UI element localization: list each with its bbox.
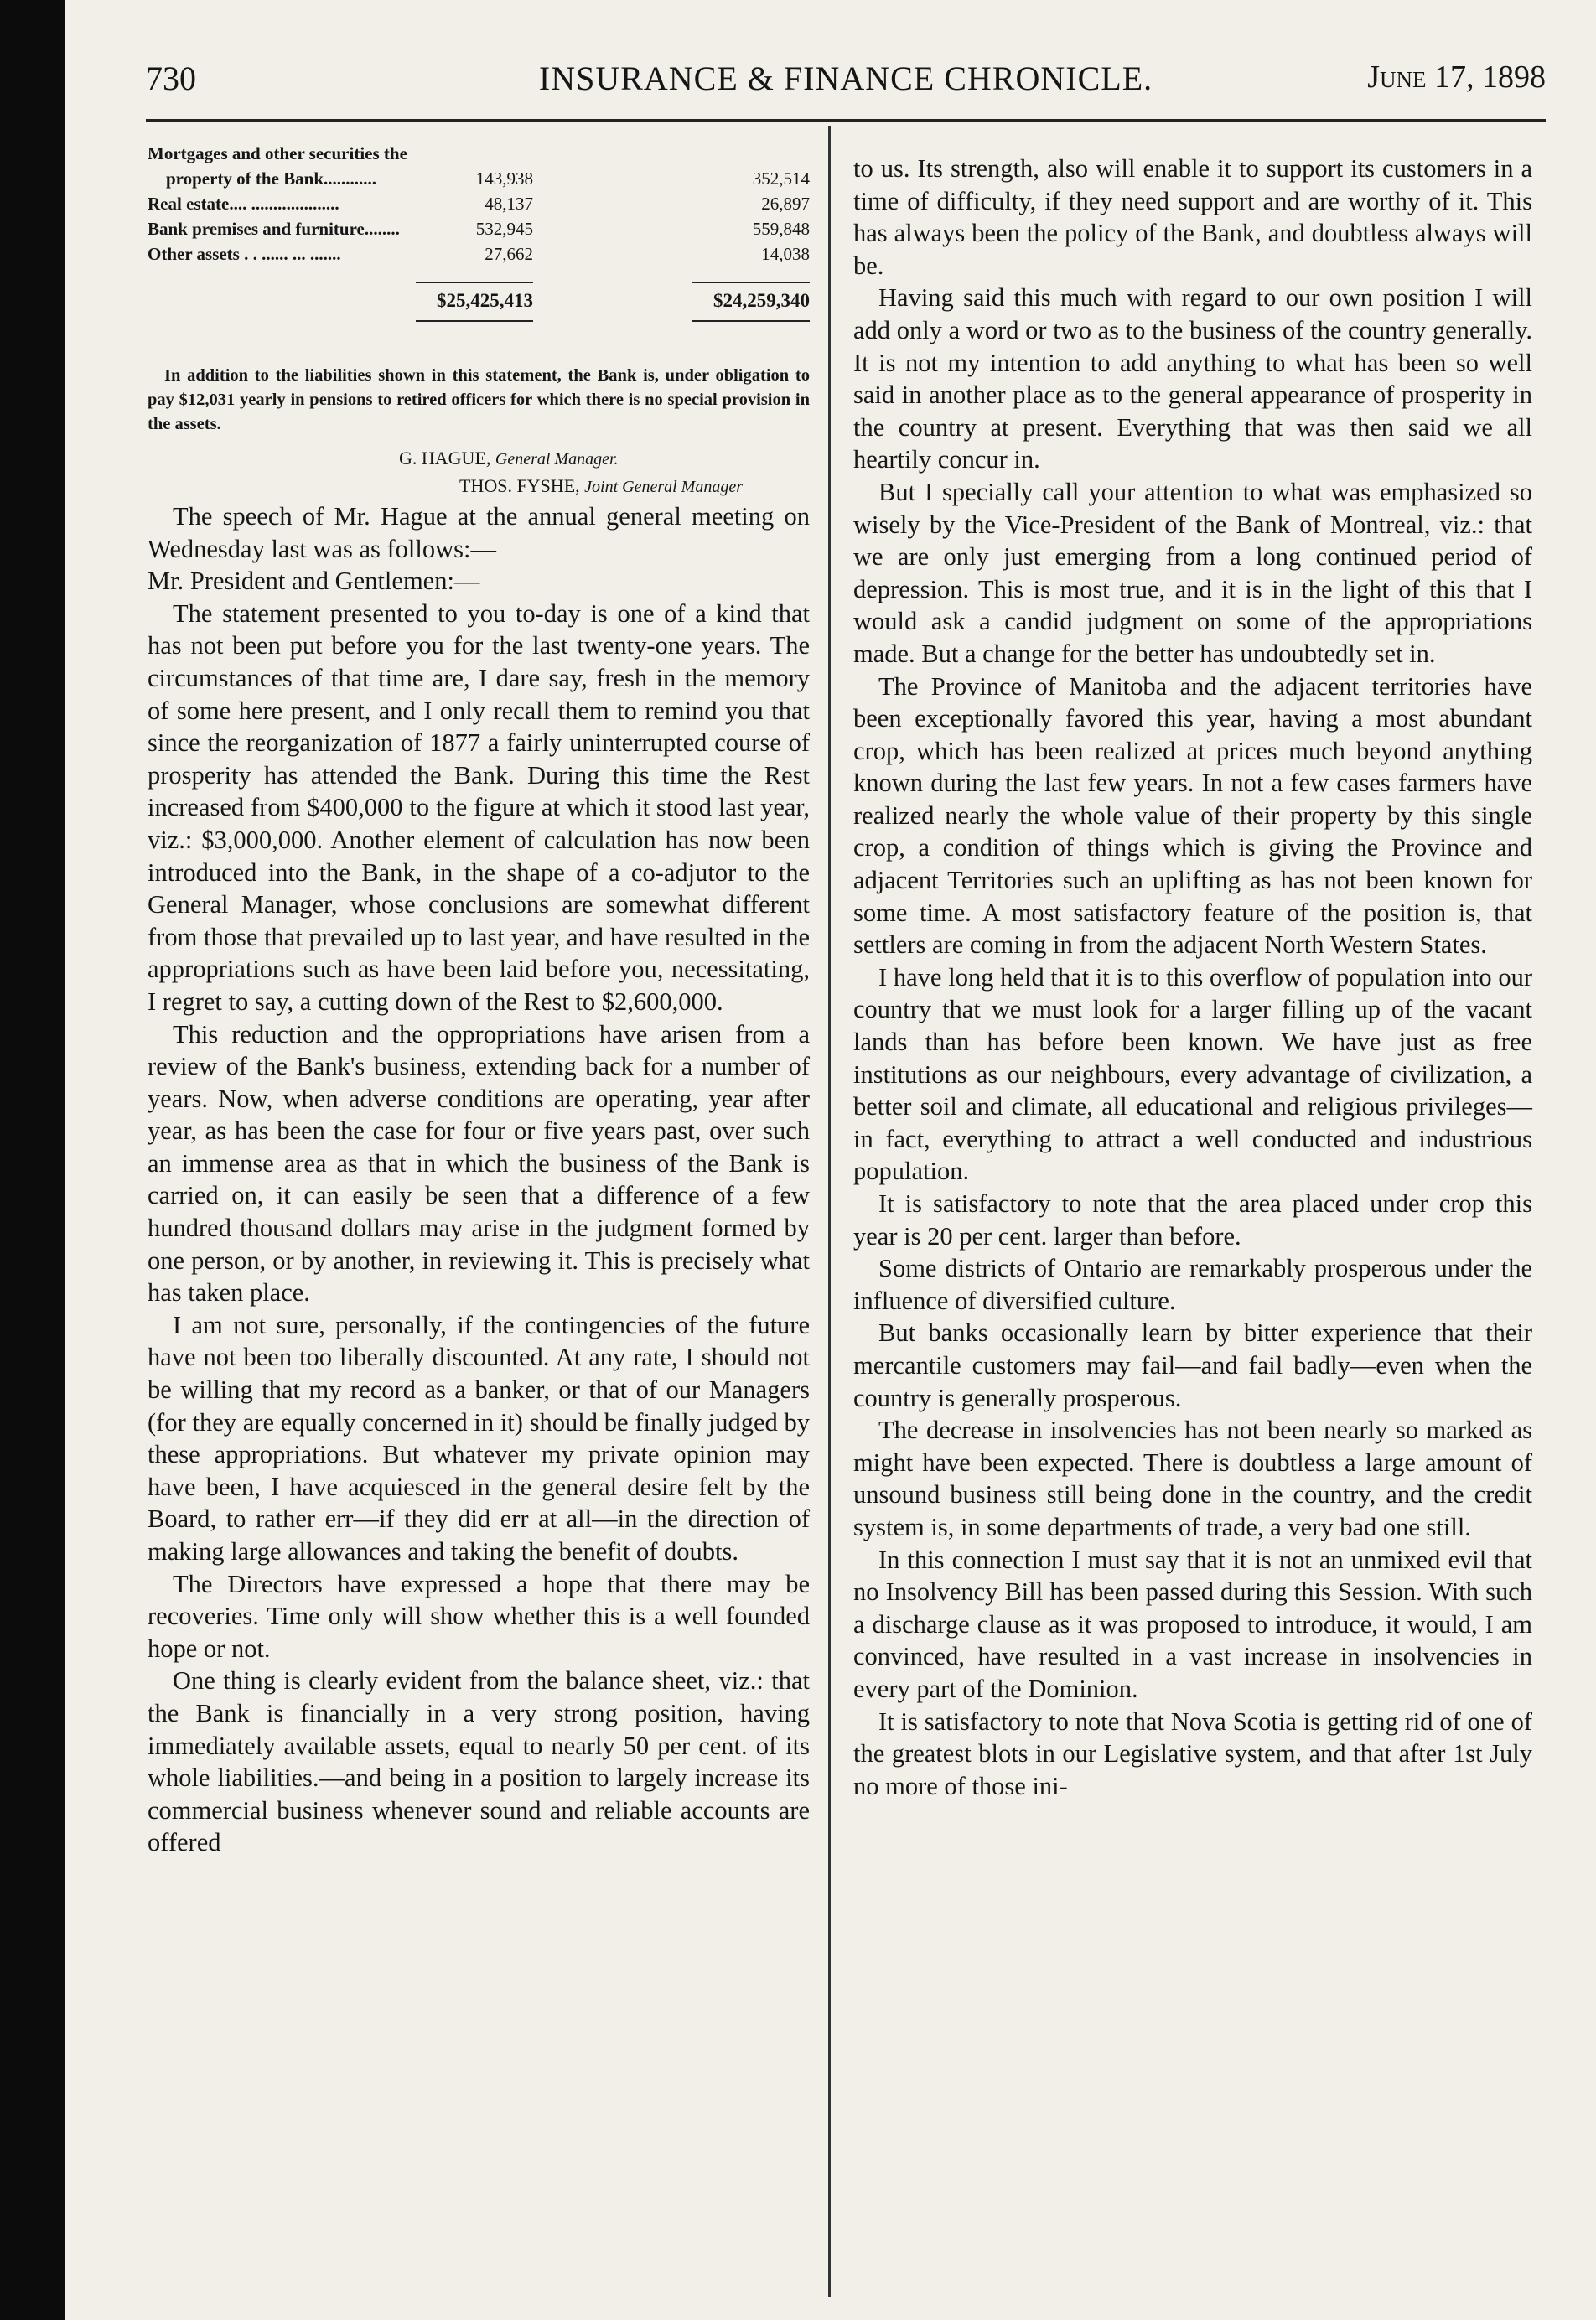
asset-value-1898: 27,662 <box>484 244 533 264</box>
asset-value-1897: 14,038 <box>761 244 810 264</box>
body-paragraph: The Province of Manitoba and the adjacent territories have been exceptionally favored this year, having a most abundant crop, which has been realized at prices much beyond anything known during the last few years. In not a few cases farmers have realized nearly the whole value of their property by this single crop, a condition of things which is giving the Province and adjacent Territories such an uplifting as has not been known for some time. A most satisfactory feature of the position is, that settlers are coming in from the adjacent North Western States. <box>853 671 1532 960</box>
signature-joint-general-manager: THOS. FYSHE, Joint General Manager <box>459 475 743 496</box>
body-paragraph: In this connection I must say that it is not an unmixed evil that no Insolvency Bill has been passed during this Session. With such a discharge clause as it was proposed to introduce, it would, I am convinced, have resulted in a vast increase in insolvencies in every part of the Dominion. <box>853 1545 1532 1703</box>
page-number: 730 <box>146 60 196 97</box>
asset-row <box>148 216 810 241</box>
total-1898: $25,425,413 <box>437 290 533 311</box>
asset-value-1897: 559,848 <box>752 219 810 239</box>
asset-value-1898: 532,945 <box>475 219 533 239</box>
assets-table <box>148 141 810 339</box>
signatures <box>148 445 810 500</box>
asset-label: Bank premises and furniture........ <box>148 219 400 239</box>
publication-title: INSURANCE & FINANCE CHRONICLE. <box>538 60 1153 97</box>
body-paragraph: It is satisfactory to note that Nova Scotia is getting rid of one of the greatest blots in our Legislative system, and that after 1st July no more of those ini- <box>853 1706 1532 1800</box>
page-header <box>146 59 1546 109</box>
body-paragraph: The decrease in insolvencies has not been nearly so marked as might have been expected. There is doubtless a large amount of unsound business still being done in the country, and the credit system is, in some departments of trade, a very bad one still. <box>853 1416 1532 1541</box>
asset-label: Mortgages and other securities the <box>148 143 407 163</box>
body-paragraph: One thing is clearly evident from the balance sheet, viz.: that the Bank is financially in a very strong position, having immediately available assets, equal to nearly 50 per cent. of its whole liabilities.—and being in a position to largely increase its commercial business whenever sound and reliable accounts are offered <box>148 1666 810 1857</box>
asset-label: property of the Bank............ <box>166 168 377 189</box>
asset-label: Real estate.... .................... <box>148 194 339 214</box>
signature-general-manager: G. HAGUE, General Manager. <box>399 448 619 469</box>
header-rule <box>146 119 1546 122</box>
body-paragraph: This reduction and the oppropriations have arisen from a review of the Bank's business, extending back for a number of years. Now, when adverse conditions are operating, year after year, as has been the case for four or five years past, over such an immense area as that in which the business of the Bank is carried on, it can easily be seen that a difference of a few hundred thousand dollars may arise in the judgment formed by one person, or by another, in reviewing it. This is precisely what has taken place. <box>148 1019 810 1308</box>
body-paragraph: But banks occasionally learn by bitter experience that their mercantile customers may fail—and fail badly—even when the country is generally prosperous. <box>853 1318 1532 1412</box>
body-paragraph: The statement presented to you to-day is one of a kind that has not been put before you for the last twenty-one years. The circumstances of that time are, I dare say, fresh in the memory of some here present, and I only recall them to remind you that since the reorganization of 1877 a fairly uninterrupted course of prosperity has attended the Bank. During this time the Rest increased from $400,000 to the figure at which it stood last year, viz.: $3,000,000. Another element of calculation has now been introduced into the Bank, in the shape of a co-adjutor to the General Manager, whose conclusions are somewhat different from those that prevailed up to last year, and have resulted in the appropriations such as have been laid before you, necessitating, I regret to say, a cutting down of the Rest to $2,600,000. <box>148 598 810 1016</box>
asset-row <box>148 241 810 267</box>
total-row <box>148 288 810 317</box>
asset-value-1897: 352,514 <box>752 168 810 189</box>
sum-rule <box>692 282 810 283</box>
total-rule <box>692 320 810 322</box>
asset-value-1898: 143,938 <box>475 168 533 189</box>
total-rule <box>416 320 533 322</box>
salutation: Mr. President and Gentlemen:— <box>148 567 480 596</box>
asset-row <box>148 166 810 191</box>
body-paragraph: Having said this much with regard to our own position I will add only a word or two as to the business of the country generally. It is not my intention to add anything to what has been so well said in another place as to the general appearance of prosperity in the country at present. Everything that was then said we all heartily concur in. <box>853 283 1532 474</box>
left-column <box>148 141 810 1859</box>
asset-row <box>148 191 810 216</box>
column-divider <box>828 126 831 2297</box>
body-paragraph: It is satisfactory to note that the area placed under crop this year is 20 per cent. larger than before. <box>853 1189 1532 1251</box>
asset-row <box>148 141 810 166</box>
asset-value-1898: 48,137 <box>484 194 533 214</box>
right-column <box>853 153 1532 1802</box>
body-paragraph: I have long held that it is to this overflow of population into our country that we must look for a larger filling up of the vacant lands than has before been known. We have just as free institutions as our neighbours, every advantage of civilization, a better soil and climate, all educational and religious privileges—in fact, everything to attract a well conducted and industrious population. <box>853 962 1532 1186</box>
body-paragraph: to us. Its strength, also will enable it to support its customers in a time of difficulty, if they need support and are worthy of it. This has always been the policy of the Bank, and doubtless always will be. <box>853 154 1532 280</box>
asset-value-1897: 26,897 <box>761 194 810 214</box>
body-paragraph: The Directors have expressed a hope that there may be recoveries. Time only will show whether this is a well founded hope or not. <box>148 1569 810 1663</box>
newspaper-page <box>65 0 1596 2320</box>
body-paragraph: I am not sure, personally, if the contingencies of the future have not been too liberally discounted. At any rate, I should not be willing that my record as a banker, or that of our Managers (for they are equally concerned in it) should be finally judged by these appropriations. But whatever my private opinion may have been, I have acquiesced in the general desire felt by the Board, to rather err—if they did err at all—in the direction of making large allowances and taking the benefit of doubts. <box>148 1310 810 1566</box>
liabilities-note: In addition to the liabilities shown in this statement, the Bank is, under obligation to pay $12,031 yearly in pensions to retired officers for which there is no special provision in the assets. <box>148 366 810 433</box>
body-paragraph: But I specially call your attention to what was emphasized so wisely by the Vice-President of the Bank of Montreal, viz.: that we are only just emerging from a long continued period of depression. This is most true, and it is in the light of this that I would ask a candid judgment on some of the appropriations made. But a change for the better has undoubtedly set in. <box>853 477 1532 668</box>
total-1897: $24,259,340 <box>713 290 810 311</box>
asset-label: Other assets . . ...... ... ....... <box>148 244 341 264</box>
body-paragraph: Some districts of Ontario are remarkably prosperous under the influence of diversified culture. <box>853 1254 1532 1315</box>
body-paragraph: The speech of Mr. Hague at the annual general meeting on Wednesday last was as follows:— <box>148 502 810 563</box>
sum-rule <box>416 282 533 283</box>
issue-date: June 17, 1898 <box>1367 60 1546 95</box>
